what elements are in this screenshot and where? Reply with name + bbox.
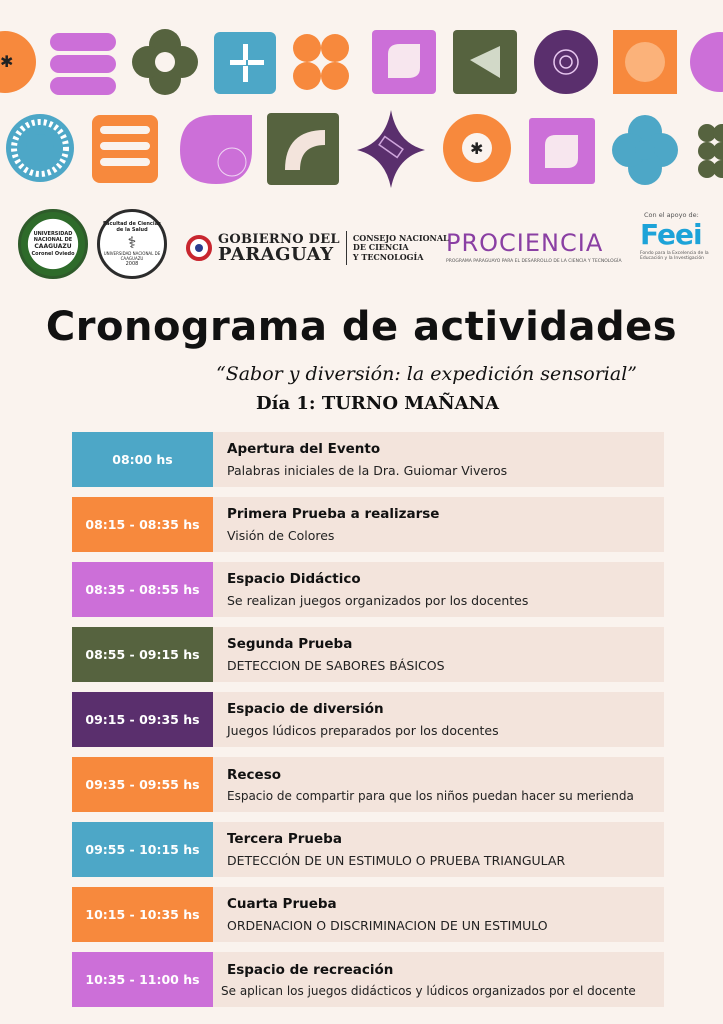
seal2-line-1: Facultad de Ciencias de la Salud — [103, 220, 161, 233]
conacyt-logo — [353, 234, 449, 262]
green-dots-shape — [698, 124, 723, 178]
activity-description: Espacio de compartir para que los niños puedan hacer su merienda — [227, 788, 634, 803]
activity-title: Receso — [227, 766, 282, 783]
gov-line-1: GOBIERNO DEL — [218, 231, 340, 247]
seal2-line-2: UNIVERSIDAD NACIONAL DE CAAGUAZU — [103, 250, 161, 261]
pink-pill-stack-shape — [50, 33, 116, 95]
green-square-starburst-shape — [453, 30, 517, 94]
facultad-ciencias-salud-seal — [97, 209, 167, 279]
logo-divider — [346, 231, 347, 265]
schedule-row — [72, 432, 664, 487]
prociencia-tagline: PROGRAMA PARAGUAYO PARA EL DESARROLLO DE LA CIENCIA Y TECNOLOGÍA — [446, 259, 622, 264]
gobierno-paraguay-logo — [186, 231, 449, 265]
conacyt-line-3: Y TECNOLOGÍA — [352, 251, 424, 262]
activity-description: DETECCIÓN DE UN ESTIMULO O PRUEBA TRIANGULAR — [227, 853, 566, 868]
time-slot: 08:15 - 08:35 hs — [72, 497, 213, 552]
activity-title: Espacio Didáctico — [227, 571, 361, 587]
orange-square-sunburst-shape — [613, 30, 677, 94]
time-slot: 09:55 - 10:15 hs — [72, 822, 213, 877]
time-slot: 09:15 - 09:35 hs — [72, 692, 213, 747]
seal1-line-2: CAAGUAZU — [34, 243, 72, 251]
green-square-arc-shape — [267, 113, 339, 185]
purple-circle-mandala-shape — [534, 30, 598, 94]
orange-circle-shape — [0, 31, 36, 93]
schedule-row — [72, 887, 664, 942]
green-flower-shape — [132, 29, 198, 95]
activity-description: Palabras iniciales de la Dra. Guiomar Viveros — [227, 463, 508, 478]
sponsor-logos — [0, 205, 723, 285]
time-slot: 09:35 - 09:55 hs — [72, 757, 213, 812]
conacyt-line-1: CONSEJO NACIONAL — [352, 233, 449, 244]
prociencia-wordmark: PROCIENCIA — [446, 229, 604, 257]
blue-square-cross-shape — [214, 32, 276, 94]
caduceus-icon: ⚕ — [127, 232, 137, 252]
activity-title: Primera Prueba a realizarse — [227, 506, 440, 522]
svg-text:✱: ✱ — [0, 52, 14, 71]
schedule-row — [72, 497, 664, 552]
schedule-list — [72, 432, 664, 1017]
schedule-row — [72, 757, 664, 812]
activity-title: Tercera Prueba — [227, 831, 342, 847]
schedule-row — [72, 692, 664, 747]
activity-description: Se aplican los juegos didácticos y lúdicos organizados por el docente — [221, 983, 636, 998]
activity-title: Apertura del Evento — [227, 441, 381, 457]
event-subtitle: “Sabor y diversión: la expedición sensorial” — [216, 363, 637, 385]
pink-square-diamond-shape — [529, 118, 595, 184]
prociencia-logo — [446, 229, 622, 264]
time-slot: 10:35 - 11:00 hs — [72, 952, 213, 1007]
activity-description: ORDENACION O DISCRIMINACION DE UN ESTIMULO — [227, 918, 548, 933]
paraguay-emblem-icon — [186, 235, 212, 261]
orange-circle-asterisk-shape — [443, 114, 511, 182]
universidad-caaguazu-seal — [18, 209, 88, 279]
gov-line-2: PARAGUAY — [218, 243, 334, 265]
activity-description: DETECCION DE SABORES BÁSICOS — [227, 658, 445, 673]
schedule-row — [72, 627, 664, 682]
activity-description: Se realizan juegos organizados por los docentes — [227, 593, 529, 608]
schedule-row — [72, 562, 664, 617]
time-slot: 08:00 hs — [72, 432, 213, 487]
orange-four-circles-shape — [293, 34, 349, 90]
activity-title: Segunda Prueba — [227, 636, 353, 652]
feei-support-text: Con el apoyo de: — [644, 211, 699, 219]
decorative-shapes-banner — [0, 0, 723, 200]
seal1-line-1: UNIVERSIDAD NACIONAL DE — [33, 231, 73, 244]
activity-title: Espacio de diversión — [227, 701, 384, 717]
page-title: Cronograma de actividades — [45, 304, 678, 350]
pink-square-starburst-shape — [372, 30, 436, 94]
activity-title: Cuarta Prueba — [227, 896, 337, 912]
schedule-row — [72, 952, 664, 1007]
feei-tagline: Fondo para la Excelencia de la Educación y la Investigación — [640, 251, 709, 262]
svg-text:✱: ✱ — [470, 139, 484, 158]
time-slot: 10:15 - 10:35 hs — [72, 887, 213, 942]
time-slot: 08:55 - 09:15 hs — [72, 627, 213, 682]
time-slot: 08:35 - 08:55 hs — [72, 562, 213, 617]
activity-description: Visión de Colores — [227, 528, 335, 543]
feei-logo — [640, 211, 712, 262]
purple-star-shape — [357, 110, 425, 188]
pink-half-circle-shape — [690, 32, 723, 92]
activity-description: Juegos lúdicos preparados por los docentes — [227, 723, 499, 738]
schedule-row — [72, 822, 664, 877]
blue-sun-shape — [6, 114, 74, 182]
seal2-line-3: 2008 — [125, 261, 139, 268]
seal1-line-3: Coronel Oviedo — [31, 250, 75, 257]
orange-wave-square-shape — [92, 115, 158, 183]
feei-wordmark: Feei — [640, 218, 702, 251]
pink-leaf-shape — [180, 115, 252, 184]
conacyt-line-2: DE CIENCIA — [352, 242, 409, 253]
blue-flower-shape — [612, 115, 678, 185]
activity-title: Espacio de recreación — [227, 961, 394, 978]
day-label: Día 1: TURNO MAÑANA — [256, 393, 499, 414]
